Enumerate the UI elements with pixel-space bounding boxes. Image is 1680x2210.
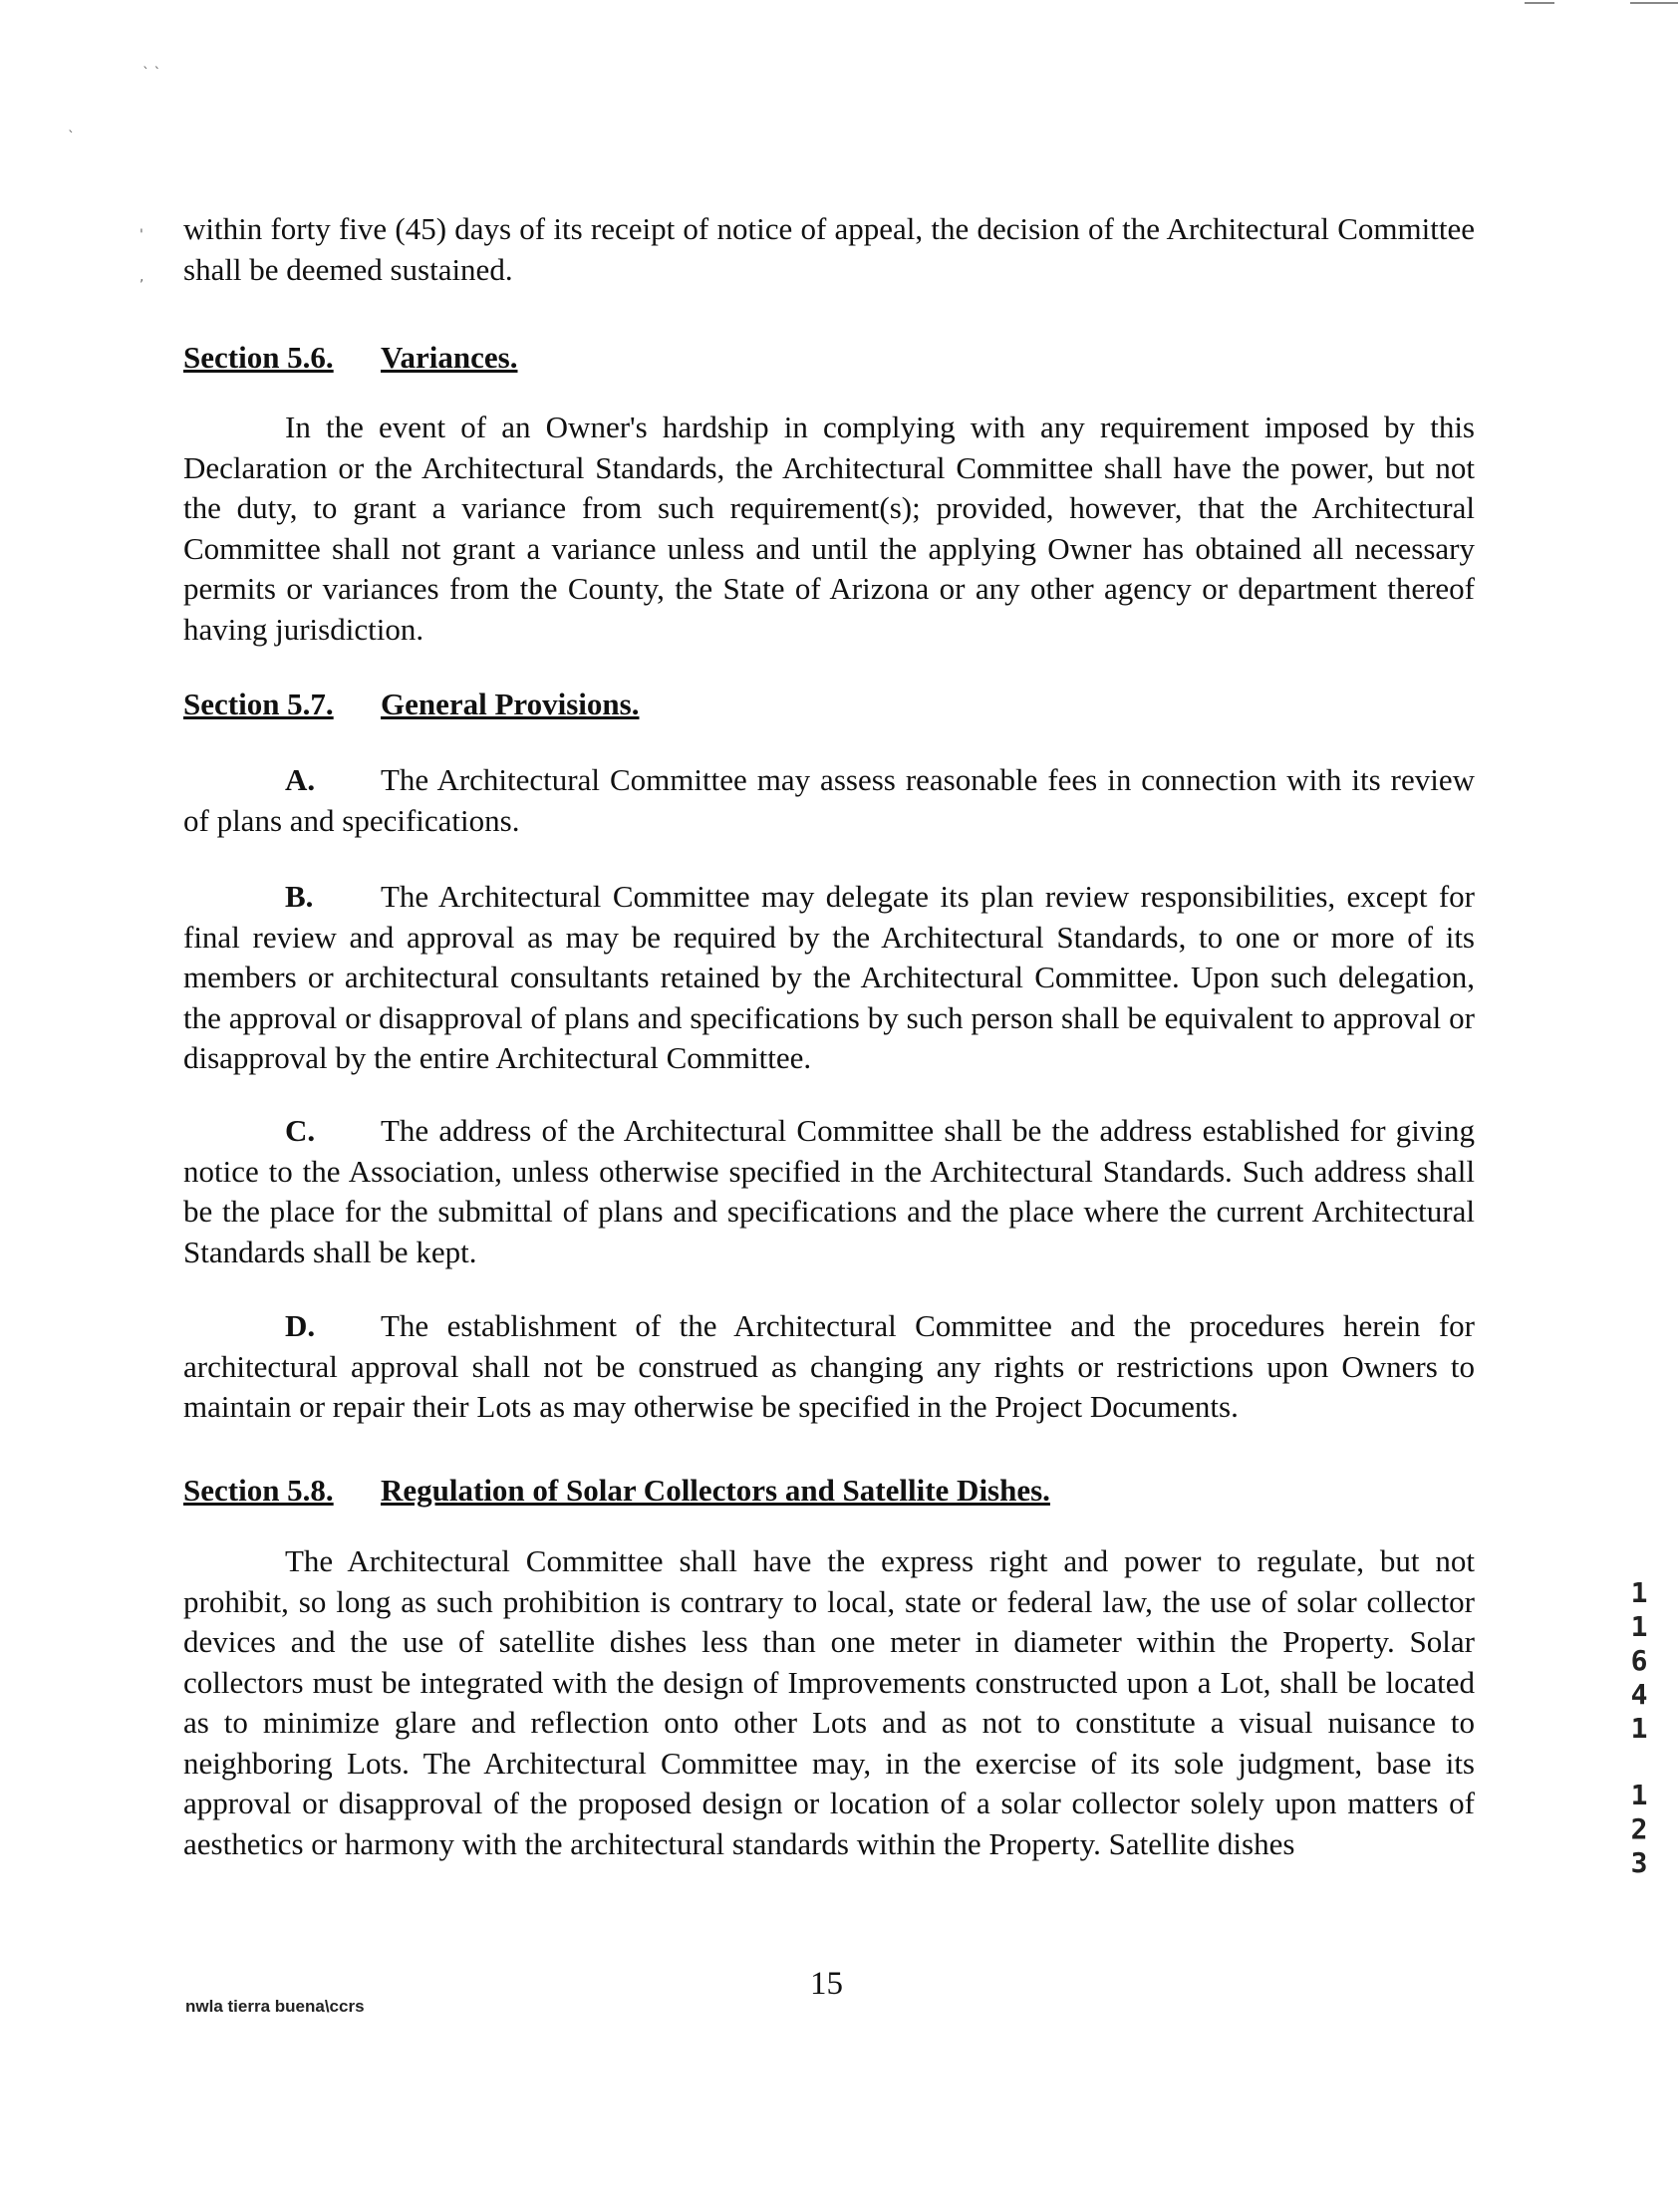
scan-speck: , [140, 269, 144, 285]
item-letter: D. [285, 1308, 316, 1343]
section-5-6-body: In the event of an Owner's hardship in complying with any requirement imposed by this Declaration or the Architectural Standards, the Architectural Committee shall have the power, but not the duty, to grant a variance from such requirement(s); provided, however, that the Architectural Committee shall not grant a variance unless and until the applying Owner has obtained all necessary permits or variances from the County, the State of Arizona or any other agency or department thereof having jurisdiction. [183, 410, 1475, 647]
scan-speck: ' [140, 227, 143, 243]
section-5-7-heading [183, 687, 639, 722]
item-text: The establishment of the Architectural Committee and the procedures herein for architectural approval shall not be construed as changing any rights or restrictions upon Owners to maintain or repair their Lots as may otherwise be specified in the Project Documents. [183, 1308, 1475, 1424]
provision-item-b [183, 877, 1475, 1079]
section-5-6-heading [183, 340, 518, 376]
stamp-digit: 1 [1630, 1576, 1648, 1609]
stamp-digit: 4 [1630, 1678, 1648, 1711]
stamp-digit: 2 [1630, 1812, 1648, 1845]
item-text: The address of the Architectural Committee shall be the address established for giving notice to the Association, unless otherwise specified in the Architectural Standards. Such address shall be the place for the submittal of plans and specifications and the place where the current Architectural Standards shall be kept. [183, 1113, 1475, 1269]
item-text: The Architectural Committee may assess reasonable fees in connection with its review of plans and specifications. [183, 762, 1475, 838]
stamp-digit: 6 [1630, 1644, 1648, 1677]
section-title: General Provisions. [381, 687, 640, 721]
stamp-digit: 1 [1630, 1712, 1648, 1745]
provision-item-c [183, 1111, 1475, 1272]
page-number: 15 [810, 1966, 843, 2002]
section-5-8-heading [183, 1473, 1050, 1509]
scan-mark-top-right [1630, 2, 1678, 4]
section-number: Section 5.8. [183, 1473, 334, 1508]
section-number: Section 5.6. [183, 340, 334, 375]
scan-mark-top [1525, 2, 1554, 4]
stamp-digit: 1 [1630, 1779, 1648, 1811]
section-5-8-body: The Architectural Committee shall have the express right and power to regulate, but not prohibit, so long as such prohibition is contrary to local, state or federal law, the use of solar collector devices and the use of satellite dishes less than one meter in diameter within the Property. Solar collectors must be integrated with the design of Improvements constructed upon a Lot, shall be located as to minimize glare and reflection onto other Lots and as not to constitute a visual nuisance to neighboring Lots. The Architectural Committee may, in the exercise of its sole judgment, base its approval or disapproval of the proposed design or location of a solar collector solely upon matters of aesthetics or harmony with the architectural standards within the Property. Satellite dishes [183, 1543, 1475, 1861]
item-letter: B. [285, 879, 314, 914]
stamp-digit: 1 [1630, 1610, 1648, 1643]
scan-speck: ` ` [142, 66, 161, 82]
provision-item-d [183, 1306, 1475, 1428]
item-text: The Architectural Committee may delegate its plan review responsibilities, except for final review and approval as may be required by the Architectural Standards, to one or more of its members or architectural consultants retained by the Architectural Committee. Upon such delegation, the approval or disapproval of plans and specifications by such person shall be equivalent to approval or disapproval by the entire Architectural Committee. [183, 879, 1475, 1075]
footer-file-path: nwla tierra buena\ccrs [185, 1997, 365, 2016]
item-letter: C. [285, 1113, 316, 1148]
provision-item-a [183, 760, 1475, 841]
recording-stamp-upper [1624, 1576, 1654, 1746]
section-title: Regulation of Solar Collectors and Satellite Dishes. [381, 1473, 1050, 1508]
scan-speck: ` [68, 130, 75, 145]
section-number: Section 5.7. [183, 687, 334, 721]
item-letter: A. [285, 762, 316, 797]
intro-paragraph: within forty five (45) days of its receipt of notice of appeal, the decision of the Architectural Committee shall be deemed sustained. [183, 211, 1475, 287]
recording-stamp-lower [1624, 1779, 1654, 1880]
stamp-digit: 3 [1630, 1846, 1648, 1879]
section-title: Variances. [381, 340, 518, 375]
